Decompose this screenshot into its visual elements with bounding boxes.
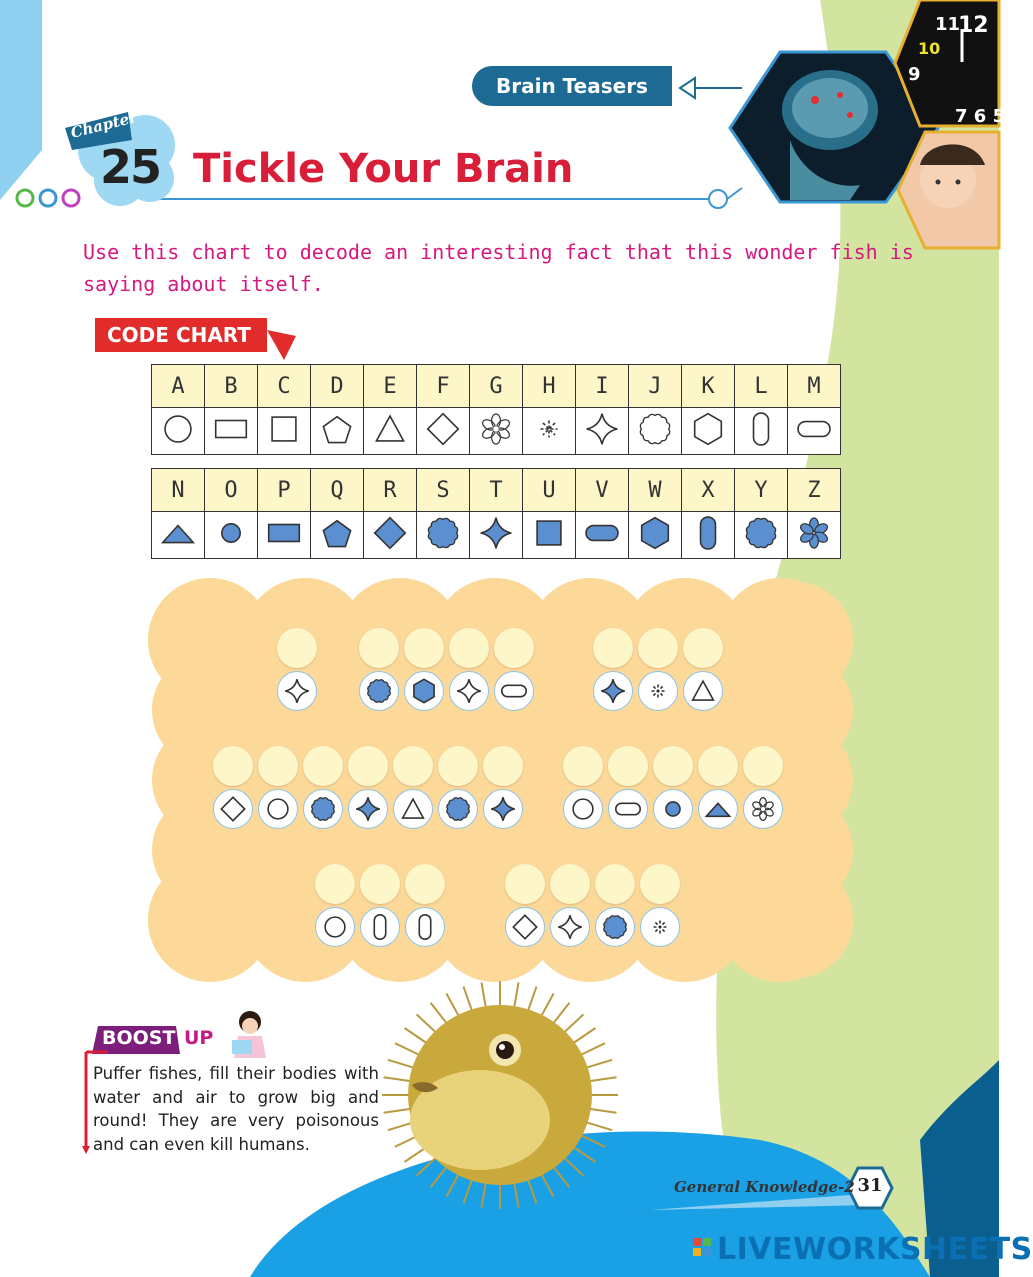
- clue-symbol: [315, 907, 355, 947]
- svg-text:7 6 5: 7 6 5: [955, 106, 1006, 127]
- code-shape-q: [311, 512, 364, 559]
- answer-letter-input[interactable]: [277, 628, 317, 668]
- instruction-text: Use this chart to decode an interesting fact that this wonder fish is saying about itself.: [83, 240, 914, 296]
- clue-symbol: [348, 789, 388, 829]
- clue-symbol: [303, 789, 343, 829]
- deco-circle-green: [17, 190, 33, 206]
- clue-symbol: [359, 671, 399, 711]
- triangle-filled-icon: [705, 796, 731, 822]
- vpill-outline-icon: [412, 914, 438, 940]
- clue-symbol: [608, 789, 648, 829]
- answer-letter-input[interactable]: [640, 864, 680, 904]
- code-shape-u: [523, 512, 576, 559]
- deco-circle-blue: [40, 190, 56, 206]
- answer-slot: [358, 628, 400, 712]
- code-chart-shape-row: [152, 512, 841, 559]
- page-title: Tickle Your Brain: [193, 146, 574, 192]
- code-letter-k: K: [682, 365, 735, 408]
- vpill-filled-icon: [691, 516, 725, 550]
- code-shape-r: [364, 512, 417, 559]
- answer-letter-input[interactable]: [258, 746, 298, 786]
- code-shape-b: [205, 408, 258, 455]
- code-letter-j: J: [629, 365, 682, 408]
- asterisk-outline-icon: [647, 914, 673, 940]
- star4-outline-icon: [557, 914, 583, 940]
- circle-outline-icon: [161, 412, 195, 446]
- code-shape-w: [629, 512, 682, 559]
- clue-symbol: [638, 671, 678, 711]
- clue-symbol: [743, 789, 783, 829]
- answer-slot: [549, 864, 591, 948]
- answer-slot: [437, 746, 479, 830]
- answer-letter-input[interactable]: [608, 746, 648, 786]
- code-shape-g: [470, 408, 523, 455]
- code-chart-letter-row: [152, 365, 841, 408]
- vpill-outline-icon: [367, 914, 393, 940]
- clue-symbol: [550, 907, 590, 947]
- hpill-filled-icon: [585, 516, 619, 550]
- code-letter-p: P: [258, 469, 311, 512]
- liveworksheets-logo: LIVEWORKSHEETS: [717, 1232, 1033, 1267]
- code-chart-table-n-z: [151, 468, 841, 559]
- code-letter-e: E: [364, 365, 417, 408]
- answer-letter-input[interactable]: [360, 864, 400, 904]
- code-letter-b: B: [205, 365, 258, 408]
- clue-symbol: [494, 671, 534, 711]
- flower-filled-icon: [797, 516, 831, 550]
- clue-symbol: [404, 671, 444, 711]
- svg-text:12: 12: [958, 13, 989, 38]
- answer-slot: [562, 746, 604, 830]
- svg-text:10: 10: [918, 39, 941, 58]
- code-shape-c: [258, 408, 311, 455]
- answer-slot: [697, 746, 739, 830]
- code-shape-p: [258, 512, 311, 559]
- answer-slot: [482, 746, 524, 830]
- answer-slot: [257, 746, 299, 830]
- code-letter-w: W: [629, 469, 682, 512]
- clue-symbol: [653, 789, 693, 829]
- answer-letter-input[interactable]: [638, 628, 678, 668]
- code-shape-d: [311, 408, 364, 455]
- clue-symbol: [593, 671, 633, 711]
- code-shape-f: [417, 408, 470, 455]
- vpill-outline-icon: [744, 412, 778, 446]
- boost-up-label: UP: [184, 1027, 214, 1049]
- clue-symbol: [698, 789, 738, 829]
- code-letter-i: I: [576, 365, 629, 408]
- code-shape-a: [152, 408, 205, 455]
- star4-filled-icon: [479, 516, 513, 550]
- clue-symbol: [405, 907, 445, 947]
- code-letter-q: Q: [311, 469, 364, 512]
- answer-letter-input[interactable]: [550, 864, 590, 904]
- code-letter-s: S: [417, 469, 470, 512]
- svg-text:9: 9: [908, 64, 921, 85]
- answer-letter-input[interactable]: [315, 864, 355, 904]
- code-letter-g: G: [470, 365, 523, 408]
- clue-symbol: [683, 671, 723, 711]
- code-chart-label-arrow: [267, 330, 296, 360]
- answer-slot: [504, 864, 546, 948]
- cloud-filled-icon: [744, 516, 778, 550]
- hpill-outline-icon: [797, 412, 831, 446]
- answer-letter-input[interactable]: [405, 864, 445, 904]
- answer-letter-input[interactable]: [593, 628, 633, 668]
- clue-symbol: [640, 907, 680, 947]
- code-letter-o: O: [205, 469, 258, 512]
- answer-slot: [359, 864, 401, 948]
- answer-slot: [682, 628, 724, 712]
- code-letter-f: F: [417, 365, 470, 408]
- clue-symbol: [505, 907, 545, 947]
- clue-symbol: [258, 789, 298, 829]
- code-shape-l: [735, 408, 788, 455]
- cloud-filled-icon: [602, 914, 628, 940]
- square-outline-icon: [267, 412, 301, 446]
- code-chart-shape-row: [152, 408, 841, 455]
- diamond-outline-icon: [220, 796, 246, 822]
- answer-slot: [212, 746, 254, 830]
- triangle-outline-icon: [373, 412, 407, 446]
- answer-letter-input[interactable]: [438, 746, 478, 786]
- section-tag-brain-teasers: Brain Teasers: [472, 66, 672, 106]
- answer-slot: [592, 628, 634, 712]
- diamond-filled-icon: [373, 516, 407, 550]
- code-shape-j: [629, 408, 682, 455]
- code-shape-y: [735, 512, 788, 559]
- clue-symbol: [563, 789, 603, 829]
- hexagon-filled-icon: [638, 516, 672, 550]
- answer-slot: [404, 864, 446, 948]
- deco-circle-purple: [63, 190, 79, 206]
- pentagon-outline-icon: [320, 412, 354, 446]
- pufferfish-image: [382, 981, 618, 1209]
- answer-slot: [637, 628, 679, 712]
- chapter-label: Chapter: [68, 108, 139, 142]
- clue-symbol: [595, 907, 635, 947]
- star4-filled-icon: [490, 796, 516, 822]
- answer-slot: [302, 746, 344, 830]
- code-shape-k: [682, 408, 735, 455]
- diamond-outline-icon: [426, 412, 460, 446]
- code-shape-x: [682, 512, 735, 559]
- answer-slot: [607, 746, 649, 830]
- code-letter-x: X: [682, 469, 735, 512]
- code-letter-y: Y: [735, 469, 788, 512]
- answer-letter-input[interactable]: [494, 628, 534, 668]
- code-chart-table-a-m: [151, 364, 841, 455]
- clue-symbol: [483, 789, 523, 829]
- circle-outline-icon: [322, 914, 348, 940]
- code-letter-n: N: [152, 469, 205, 512]
- answer-letter-input[interactable]: [563, 746, 603, 786]
- answer-slot: [314, 864, 356, 948]
- boost-up-fact-text: Puffer fishes, fill their bodies with water and air to grow big and round! They are very poisonous and can even kill humans.: [93, 1064, 379, 1154]
- answer-letter-input[interactable]: [449, 628, 489, 668]
- clue-symbol: [360, 907, 400, 947]
- code-letter-t: T: [470, 469, 523, 512]
- circle-filled-icon: [660, 796, 686, 822]
- code-letter-v: V: [576, 469, 629, 512]
- answer-letter-input[interactable]: [393, 746, 433, 786]
- clue-symbol: [449, 671, 489, 711]
- circle-filled-icon: [214, 516, 248, 550]
- hpill-outline-icon: [501, 678, 527, 704]
- answer-letter-input[interactable]: [359, 628, 399, 668]
- answer-slot: [403, 628, 445, 712]
- top-left-blue-shape: [0, 0, 42, 200]
- clue-symbol: [438, 789, 478, 829]
- cloud-outline-icon: [638, 412, 672, 446]
- code-letter-d: D: [311, 365, 364, 408]
- answer-letter-input[interactable]: [505, 864, 545, 904]
- code-shape-m: [788, 408, 841, 455]
- answer-letter-input[interactable]: [683, 628, 723, 668]
- answer-slot: [347, 746, 389, 830]
- tag-arrow-icon: [680, 78, 695, 98]
- circle-outline-icon: [570, 796, 596, 822]
- answer-letter-input[interactable]: [698, 746, 738, 786]
- code-letter-z: Z: [788, 469, 841, 512]
- triangle-outline-icon: [400, 796, 426, 822]
- circle-outline-icon: [265, 796, 291, 822]
- answer-slot: [493, 628, 535, 712]
- clue-symbol: [393, 789, 433, 829]
- answer-slot: [652, 746, 694, 830]
- code-shape-o: [205, 512, 258, 559]
- book-title: General Knowledge-2: [674, 1178, 855, 1196]
- square-filled-icon: [532, 516, 566, 550]
- code-shape-h: [523, 408, 576, 455]
- code-letter-h: H: [523, 365, 576, 408]
- star4-outline-icon: [585, 412, 619, 446]
- answer-slot: [639, 864, 681, 948]
- code-shape-n: [152, 512, 205, 559]
- code-chart-letter-row: [152, 469, 841, 512]
- asterisk-outline-icon: [532, 412, 566, 446]
- hpill-outline-icon: [615, 796, 641, 822]
- star4-filled-icon: [600, 678, 626, 704]
- svg-text:11: 11: [935, 14, 961, 35]
- star4-outline-icon: [456, 678, 482, 704]
- cloud-filled-icon: [426, 516, 460, 550]
- cloud-filled-icon: [366, 678, 392, 704]
- code-shape-i: [576, 408, 629, 455]
- answer-slot: [742, 746, 784, 830]
- code-letter-l: L: [735, 365, 788, 408]
- cloud-filled-icon: [310, 796, 336, 822]
- answer-slot: [594, 864, 636, 948]
- diamond-outline-icon: [512, 914, 538, 940]
- cloud-filled-icon: [445, 796, 471, 822]
- pentagon-filled-icon: [320, 516, 354, 550]
- code-shape-s: [417, 512, 470, 559]
- star4-filled-icon: [355, 796, 381, 822]
- page-number: 31: [857, 1175, 883, 1196]
- code-letter-c: C: [258, 365, 311, 408]
- triangle-filled-icon: [161, 516, 195, 550]
- answer-slot: [276, 628, 318, 712]
- code-chart-label: CODE CHART: [95, 318, 267, 352]
- triangle-outline-icon: [690, 678, 716, 704]
- chapter-number: 25: [100, 140, 161, 194]
- clue-symbol: [213, 789, 253, 829]
- code-letter-a: A: [152, 365, 205, 408]
- code-shape-v: [576, 512, 629, 559]
- answer-letter-input[interactable]: [743, 746, 783, 786]
- answer-slot: [448, 628, 490, 712]
- answer-letter-input[interactable]: [213, 746, 253, 786]
- answer-letter-input[interactable]: [653, 746, 693, 786]
- clue-symbol: [277, 671, 317, 711]
- answer-letter-input[interactable]: [483, 746, 523, 786]
- code-shape-e: [364, 408, 417, 455]
- flower-outline-icon: [750, 796, 776, 822]
- star4-outline-icon: [284, 678, 310, 704]
- code-letter-u: U: [523, 469, 576, 512]
- code-shape-z: [788, 512, 841, 559]
- rect-outline-icon: [214, 412, 248, 446]
- code-letter-m: M: [788, 365, 841, 408]
- boost-label: BOOST: [102, 1027, 176, 1049]
- answer-letter-input[interactable]: [404, 628, 444, 668]
- rect-filled-icon: [267, 516, 301, 550]
- answer-slot: [392, 746, 434, 830]
- hexagon-outline-icon: [691, 412, 725, 446]
- code-letter-r: R: [364, 469, 417, 512]
- answer-letter-input[interactable]: [303, 746, 343, 786]
- flower-outline-icon: [479, 412, 513, 446]
- asterisk-outline-icon: [645, 678, 671, 704]
- hexagon-filled-icon: [411, 678, 437, 704]
- code-shape-t: [470, 512, 523, 559]
- header-line-node: [709, 190, 727, 208]
- answer-letter-input[interactable]: [595, 864, 635, 904]
- answer-letter-input[interactable]: [348, 746, 388, 786]
